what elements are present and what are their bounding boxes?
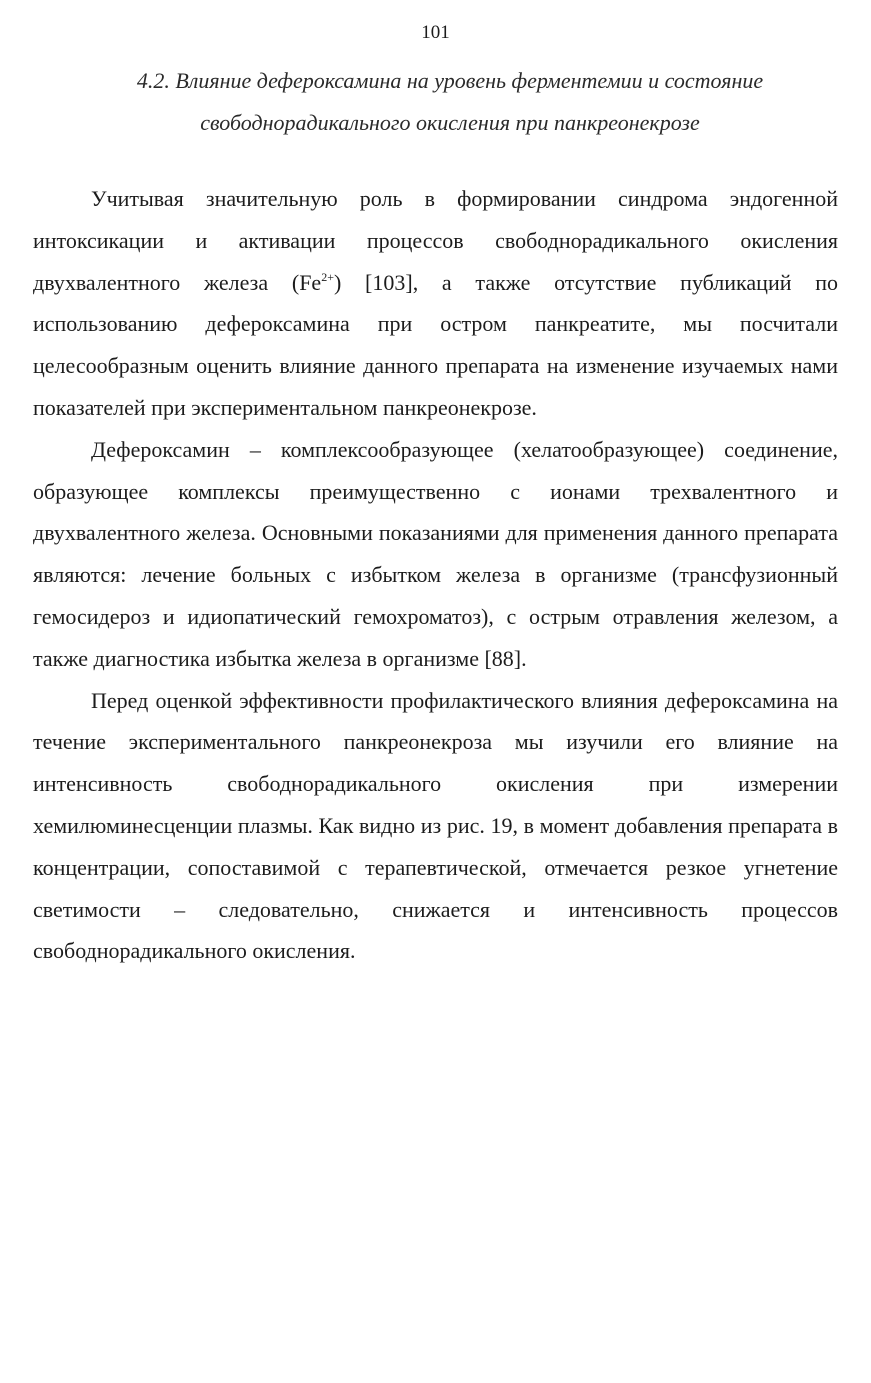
paragraph-3: Перед оценкой эффективности профилактического влияния дефероксамина на течение экспериментального панкреонекроза мы изучили его влияние на интенсивность свободнорадикального окисления при измерении хемилюминесценции плазмы. Как видно из рис. 19, в момент добавления препарата в концентрации, сопоставимой с терапевтической, отмечается резкое угнетение светимости – следовательно, снижается и интенсивность процессов свободнорадикального окисления. [33,687,838,964]
paragraph-1 [33,178,838,429]
body-text [33,178,838,972]
paragraph-2: Дефероксамин – комплексообразующее (хелатообразующее) соединение, образующее комплексы преимущественно с ионами трехвалентного и двухвалентного железа. Основными показаниями для применения данного препарата являются: лечение больных с избытком железа в организме (трансфузионный гемосидероз и идиопатический гемохроматоз), с острым отравления железом, а также диагностика избытка железа в организме [88]. [33,436,838,671]
ion-charge-superscript: 2+ [321,269,334,284]
section-title-line-2: свободнорадикального окисления при панкреонекрозе [200,110,700,135]
paragraph-1-text-start: Учитывая значительную роль в формировании синдрома эндогенной интоксикации и активации процессов свободнорадикального окисления двухвалентного железа (Fe [33,186,838,295]
section-title [60,60,840,144]
section-title-line-1: 4.2. Влияние дефероксамина на уровень ферментемии и состояние [136,68,764,93]
page-number: 101 [421,22,450,43]
paragraph-1-text-end: ) [103], а также отсутствие публикаций по использованию дефероксамина при остром панкреатите, мы посчитали целесообразным оценить влияние данного препарата на изменение изучаемых нами показателей при экспериментальном панкреонекрозе. [33,269,838,420]
